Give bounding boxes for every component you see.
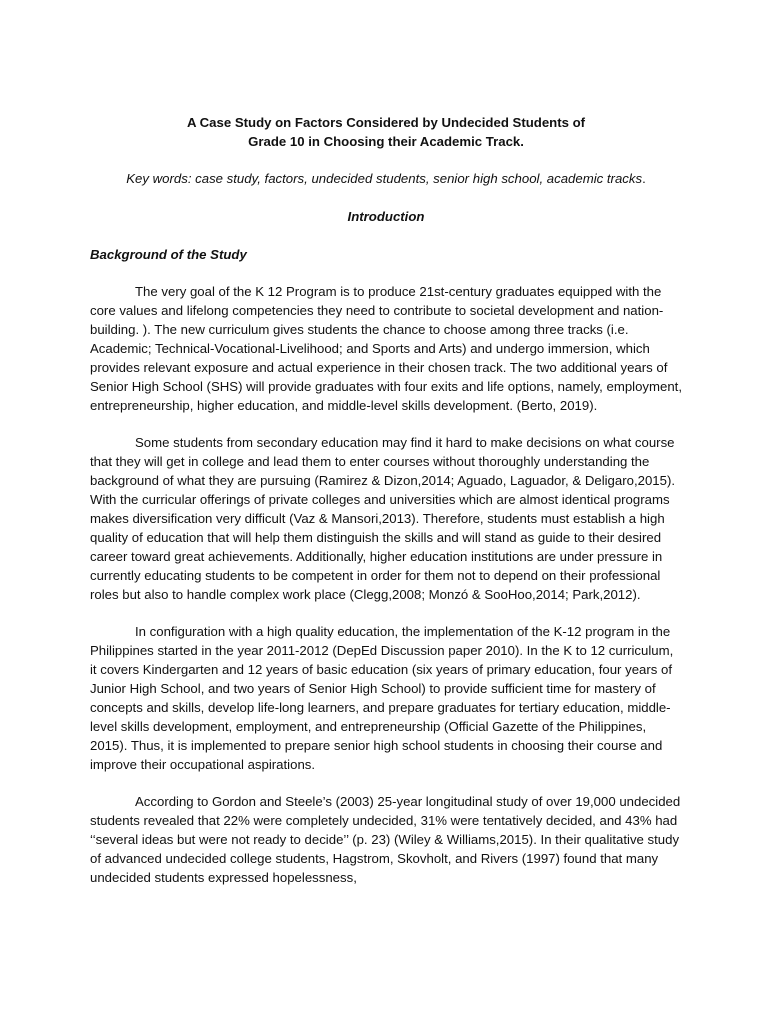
paragraph-2: Some students from secondary education may find it hard to make decisions on what course that they will get in college and lead them to enter courses without thoroughly understanding the background of what they are pursuing (Ramirez & Dizon,2014; Aguado, Laguador, & Deligaro,2015). With the curricular offerings of private colleges and universities which are almost identical programs makes diversification very difficult (Vaz & Mansori,2013). Therefore, students must establish a high quality of education that will help them distinguish the skills and will stand as guide to their desired career toward great achievements. Additionally, higher education institutions are under pressure in currently educating students to be competent in order for them not to depend on their professional roles but also to handle complex work place (Clegg,2008; Monzó & SooHoo,2014; Park,2012). bbox=[90, 435, 676, 602]
paragraph-4: According to Gordon and Steele’s (2003) 25-year longitudinal study of over 19,000 undecided students revealed that 22% were completely undecided, 31% were tentatively decided, and 43% had ‘‘several ideas but were not ready to decide’’ (p. 23) (Wiley & Williams,2015). In their qualitative study of advanced undecided college students, Hagstrom, Skovholt, and Rivers (1997) found that many undecided students expressed hopelessness, bbox=[90, 794, 681, 885]
keywords-text: Key words: case study, factors, undecided students, senior high school, academic tracks bbox=[126, 171, 643, 186]
document-page bbox=[90, 113, 682, 887]
introduction-heading: Introduction bbox=[347, 209, 425, 224]
section-heading-background: Background of the Study bbox=[90, 247, 247, 262]
title-line-1: A Case Study on Factors Considered by Undecided Students of bbox=[186, 115, 586, 130]
keywords-line bbox=[90, 169, 682, 188]
document-title bbox=[90, 113, 682, 151]
paragraph-3: In configuration with a high quality education, the implementation of the K-12 program in the Philippines started in the year 2011-2012 (DepEd Discussion paper 2010). In the K to 12 curriculum, it covers Kindergarten and 12 years of basic education (six years of primary education, four years of Junior High School, and two years of Senior High School) to provide sufficient time for mastery of concepts and skills, develop life-long learners, and prepare graduates for tertiary education, middle-level skills development, employment, and entrepreneurship (Official Gazette of the Philippines, 2015). Thus, it is implemented to prepare senior high school students in choosing their course and improve their occupational aspirations. bbox=[90, 624, 674, 772]
title-line-2: Grade 10 in Choosing their Academic Track. bbox=[248, 134, 524, 149]
paragraph-1: The very goal of the K 12 Program is to produce 21st-century graduates equipped with the core values and lifelong competencies they need to contribute to societal development and nation-building. ). The new curriculum gives students the chance to choose among three tracks (i.e. Academic; Technical-Vocational-Livelihood; and Sports and Arts) and undergo immersion, which provides relevant exposure and actual experience in their chosen track. The two additional years of Senior High School (SHS) will provide graduates with four exits and life options, namely, employment, entrepreneurship, higher education, and middle-level skills development. (Berto, 2019). bbox=[90, 284, 683, 413]
keywords-period: . bbox=[642, 171, 646, 186]
